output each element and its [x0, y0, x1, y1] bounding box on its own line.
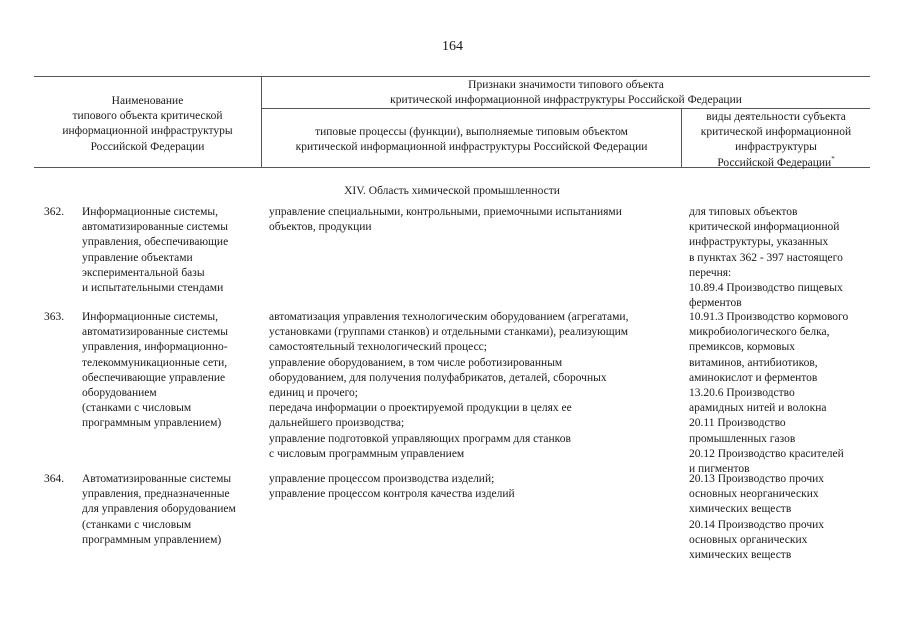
row-activities: 10.91.3 Производство кормового микробиологического белка, премиксов, кормовых витаминов, антибиотиков, аминокислот и ферментов 13.20.6 Производство арамидных нитей и волокна 20.11 Производство промышленных газов 20.12 Производство красителей и пигментов: [689, 311, 849, 476]
row-processes: управление специальными, контрольными, приемочными испытаниями объектов, продукции: [269, 206, 622, 234]
table-top-rule: [34, 76, 870, 77]
row-object-name: Информационные системы, автоматизированные системы управления, информационно- телекоммуникационные сети, обеспечивающие управление оборудованием (станками с числовым программным управлением): [82, 311, 228, 430]
footnote-mark: *: [831, 154, 835, 163]
header-activities-column: виды деятельности субъекта критической информационной инфраструктуры Российской Федерации*: [700, 111, 852, 169]
header-significance-group: Признаки значимости типового объекта критической информационной инфраструктуры Российской Федерации: [390, 79, 742, 107]
row-activities: 20.13 Производство прочих основных неорганических химических веществ 20.14 Производство прочих основных органических химических веществ: [689, 473, 825, 562]
row-processes: автоматизация управления технологическим оборудованием (агрегатами, установками (группами станков) и отдельными станками), реализующим самостоятельный технологический процесс; управление оборудованием, в том числе роботизированным оборудованием, для получения полуфабрикатов, деталей, сборочных единиц и прочего; передача информации о проектируемой продукции в целях ее дальнейшего производства; управление подготовкой управляющих программ для станков с числовым программным управлением: [269, 311, 629, 460]
row-object-name: Информационные системы, автоматизированные системы управления, обеспечивающие управление объектами экспериментальной базы и испытательными стендами: [82, 206, 229, 295]
row-number: 363.: [44, 311, 65, 323]
row-processes: управление процессом производства изделий; управление процессом контроля качества изделий: [269, 473, 515, 501]
header-name-column: Наименование типового объекта критической информационной инфраструктуры Российской Федерации: [62, 95, 233, 153]
page-number: 164: [442, 39, 463, 54]
row-number: 362.: [44, 206, 65, 218]
row-number: 364.: [44, 473, 65, 485]
row-activities: для типовых объектов критической информационной инфраструктуры, указанных в пунктах 362 - 397 настоящего перечня: 10.89.4 Производство пищевых ферментов: [689, 206, 843, 310]
row-object-name: Автоматизированные системы управления, предназначенные для управления оборудованием (станками с числовым программным управлением): [82, 473, 236, 546]
header-processes-column: типовые процессы (функции), выполняемые типовым объектом критической информационной инфраструктуры Российской Федерации: [295, 126, 648, 154]
section-title: XIV. Область химической промышленности: [344, 185, 560, 197]
